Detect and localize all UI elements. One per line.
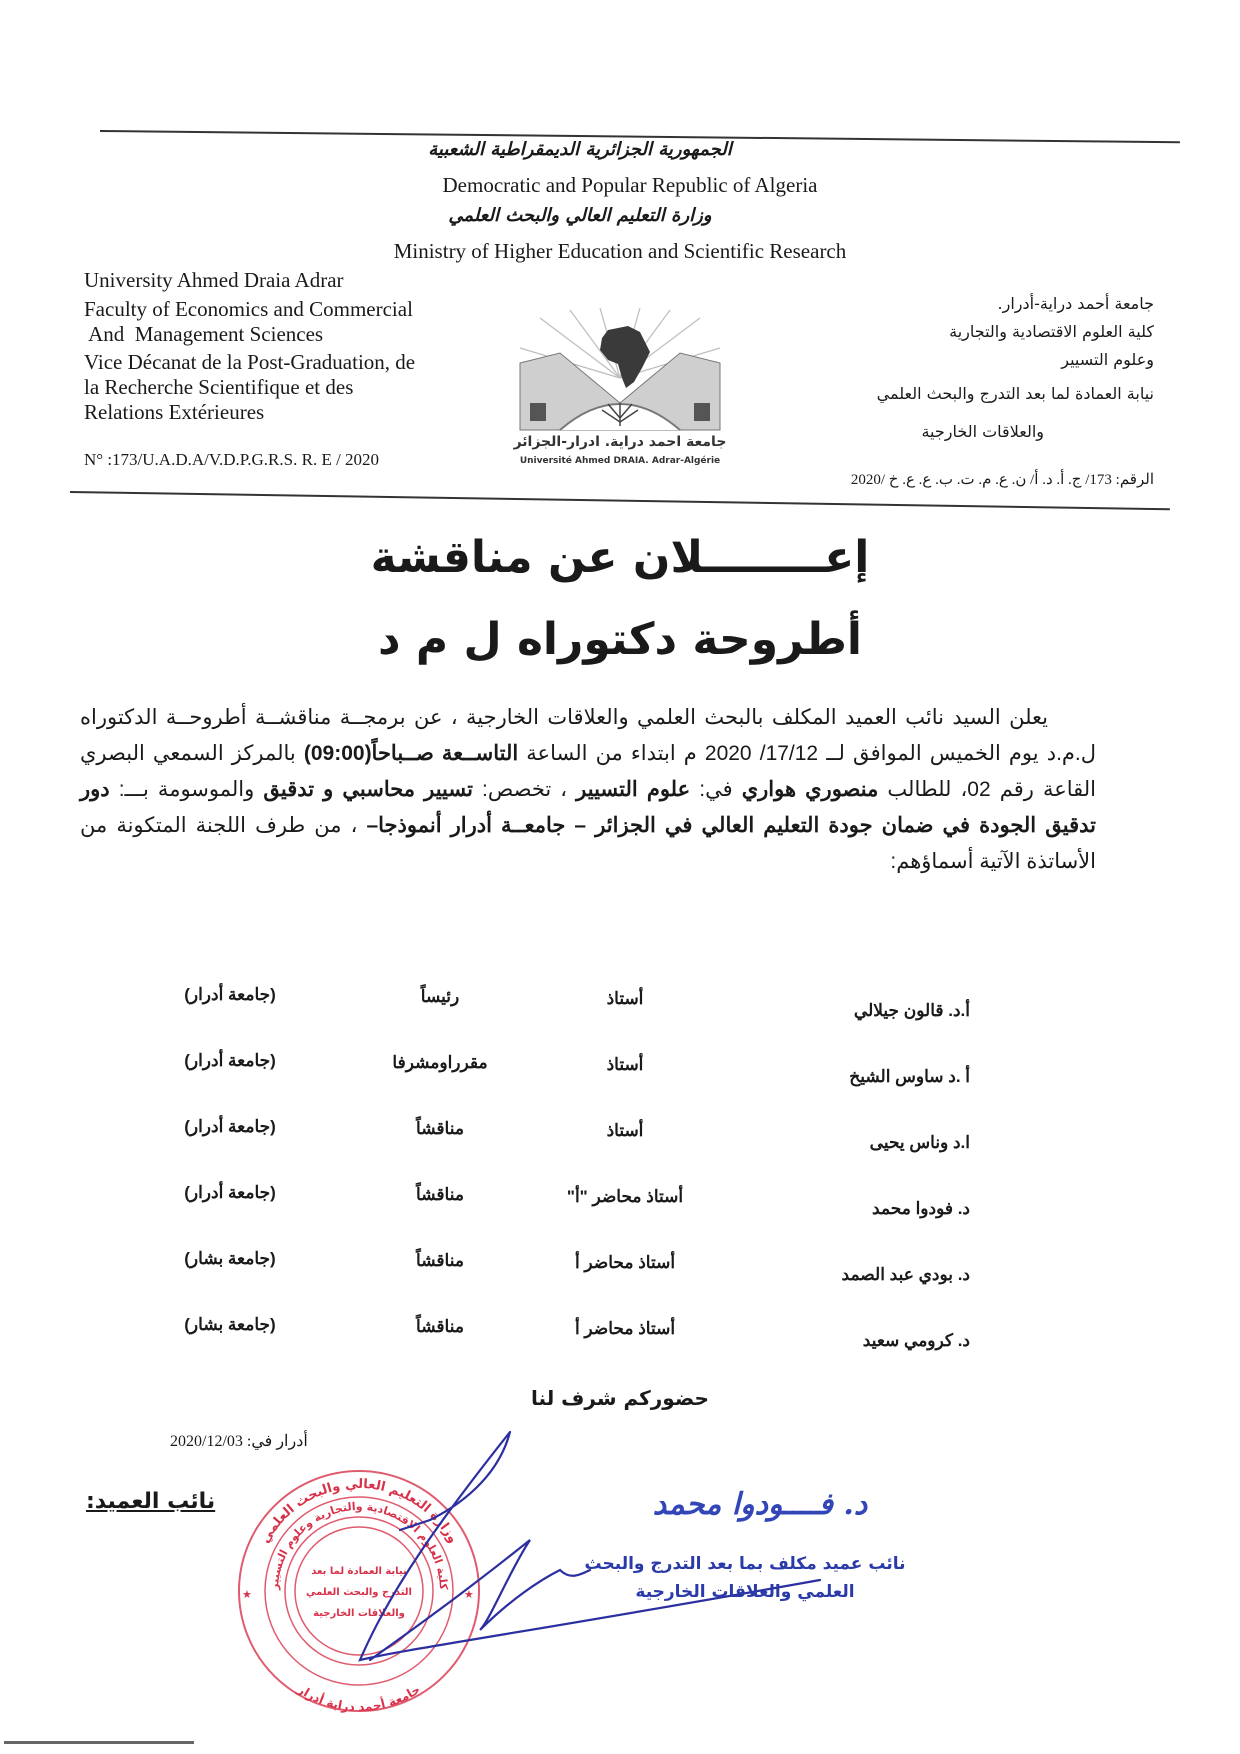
stamp-center-line: التدرج والبحث العلمي — [306, 1587, 412, 1598]
member-university: (جامعة أدرار) — [184, 985, 276, 1004]
member-university: (جامعة أدرار) — [184, 1117, 276, 1136]
body-text-2: بالمركز السمعي البصري القاعة رقم 02، للطالب — [80, 742, 1096, 801]
committee-row — [150, 1117, 970, 1183]
committee-list — [150, 985, 970, 1381]
signatory-title-line1: نائب عميد مكلف بما بعد التدرج والبحث — [584, 1554, 906, 1574]
stamp-middle-text: كلية العلوم الاقتصادية والتجارية وعلوم التسيير — [267, 1500, 451, 1591]
institution-block-en — [84, 268, 504, 425]
reference-number-en: N° :173/U.A.D.A/V.D.P.G.R.S. R. E / 2020 — [84, 450, 380, 469]
stamp-bottom-text: جامعة أحمد دراية أدرار — [295, 1682, 423, 1715]
issue-date: أدرار في: 2020/12/03 — [170, 1433, 308, 1450]
closing-phrase: حضوركم شرف لنا — [531, 1386, 709, 1410]
announcement-body — [80, 700, 1096, 880]
student-name: منصوري هواري — [741, 778, 879, 801]
member-role: مناقشاً — [416, 1317, 464, 1336]
signatory-title-line2: العلمي والعلاقات الخارجية — [635, 1582, 855, 1602]
university-logo — [500, 308, 740, 468]
university-name-en: University Ahmed Draia Adrar — [84, 268, 344, 292]
body-text-1: يعلن السيد نائب العميد المكلف بالبحث العلمي والعلاقات الخارجية ، عن برمجــة مناقشــة أطروحــة الدكتوراه ل.م.د يوم الخميس الموافق لــ 17/12/ 2020 م ابتداء من الساعة — [80, 706, 1097, 765]
member-rank: أستاذ محاضر أ — [574, 1319, 676, 1338]
thesis-title: دور تدقيق الجودة في ضمان جودة التعليم العالي في الجزائر – جامعــة أدرار أنموذجا– — [80, 778, 1096, 837]
stamp-star-icon: ★ — [464, 1589, 474, 1601]
republic-arabic: الجمهورية الجزائرية الديمقراطية الشعبية — [428, 139, 732, 160]
vice-deanery-fr: Vice Décanat de la Post-Graduation, de — [84, 350, 416, 374]
logo-caption-arabic: جامعة احمد دراية. ادرار-الجزائر — [513, 434, 727, 450]
vice-deanery-fr-cont1: la Recherche Scientifique et des — [84, 375, 354, 399]
signatory-name: د. فــــودوا محمد — [652, 1487, 868, 1522]
signatory-title — [560, 1550, 930, 1606]
faculty-name-ar-cont: وعلوم التسيير — [1061, 350, 1154, 369]
stamp-outer-text: وزارة التعليم العالي والبحث العلمي — [257, 1476, 461, 1546]
member-role: مناقشاً — [416, 1119, 464, 1138]
field-name: علوم التسيير — [576, 778, 691, 801]
committee-row — [150, 985, 970, 1051]
africa-map-icon — [600, 326, 650, 388]
member-university: (جامعة بشار) — [184, 1315, 276, 1334]
vice-deanery-ar-cont: والعلاقات الخارجية — [921, 422, 1044, 441]
member-university: (جامعة أدرار) — [184, 1183, 276, 1202]
footer-rule — [4, 1741, 194, 1744]
member-rank: أستاذ — [606, 989, 644, 1008]
institution-block-ar — [754, 290, 1154, 446]
republic-english: Democratic and Popular Republic of Algeria — [442, 173, 818, 197]
member-university: (جامعة أدرار) — [184, 1051, 276, 1070]
announcement-subtitle: أطروحة دكتوراه ل م د — [377, 614, 863, 665]
defense-time: التاســعة صــباحاً(09:00) — [303, 742, 519, 765]
header-bottom-rule — [70, 491, 1170, 510]
faculty-name-en-cont: And Management Sciences — [84, 322, 324, 346]
body-text-5: والموسومة بـــ: — [109, 778, 264, 801]
member-role: مناقشاً — [416, 1251, 464, 1270]
ministry-english: Ministry of Higher Education and Scientific Research — [393, 239, 847, 263]
member-rank: أستاذ محاضر "أ" — [566, 1187, 684, 1206]
specialty-name: تسيير محاسبي و تدقيق — [263, 778, 473, 801]
vice-dean-label: نائب العميد: — [86, 1489, 216, 1514]
ministry-arabic: وزارة التعليم العالي والبحث العلمي — [448, 205, 712, 226]
committee-row — [150, 1315, 970, 1381]
member-rank: أستاذ محاضر أ — [574, 1253, 676, 1272]
member-role: رئيساً — [420, 987, 460, 1006]
body-text-3: في: — [690, 778, 742, 801]
committee-row — [150, 1183, 970, 1249]
reference-number-ar: الرقم: 173/ ج. أ. د. أ/ ن. ع. م. ت. ب. ع. ع. خ /2020 — [850, 472, 1154, 488]
logo-caption-french: Université Ahmed DRAIA. Adrar-Algérie — [519, 456, 721, 466]
body-text-6: ، من طرف اللجنة المتكونة من الأساتذة الآتية أسماؤهم: — [80, 814, 1096, 873]
member-name: ا.د وناس يحيى — [869, 1133, 970, 1152]
committee-row — [150, 1051, 970, 1117]
member-name: د. فودوا محمد — [872, 1199, 970, 1218]
body-text-4: ، تخصص: — [472, 778, 577, 801]
stamp-center-line: نيابة العمادة لما بعد — [311, 1566, 407, 1577]
university-logo-graphic — [500, 308, 740, 468]
university-name-ar: جامعة أحمد دراية-أدرار. — [997, 294, 1154, 313]
vice-deanery-ar: نيابة العمادة لما بعد التدرج والبحث العلمي — [876, 384, 1154, 403]
member-name: أ.د. قالون جيلالي — [853, 1001, 970, 1020]
member-rank: أستاذ — [606, 1055, 644, 1074]
member-university: (جامعة بشار) — [184, 1249, 276, 1268]
faculty-name-ar: كلية العلوم الاقتصادية والتجارية — [949, 322, 1154, 341]
stamp-star-icon: ★ — [242, 1589, 252, 1601]
member-name: د. كرومي سعيد — [862, 1331, 970, 1350]
stamp-center-line: والعلاقات الخارجية — [313, 1608, 405, 1619]
member-rank: أستاذ — [606, 1121, 644, 1140]
member-name: د. بودي عبد الصمد — [841, 1265, 970, 1284]
member-name: أ .د ساوس الشيخ — [849, 1067, 970, 1086]
faculty-name-en: Faculty of Economics and Commercial — [84, 297, 413, 321]
member-role: مقرراومشرفا — [392, 1053, 488, 1072]
member-role: مناقشاً — [416, 1185, 464, 1204]
committee-row — [150, 1249, 970, 1315]
announcement-title: إعــــــــلان عن مناقشة — [370, 532, 870, 583]
vice-deanery-fr-cont2: Relations Extérieures — [84, 400, 265, 424]
